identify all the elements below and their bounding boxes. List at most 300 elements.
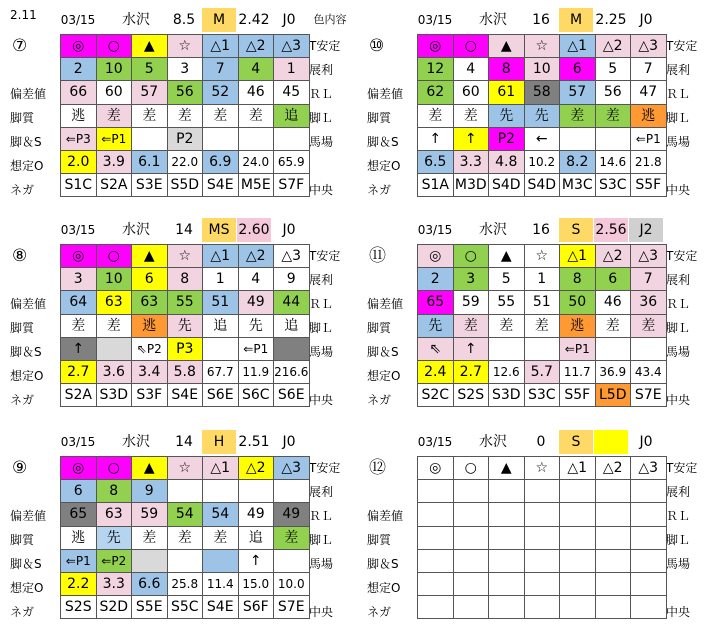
grid-cell: 差 bbox=[524, 314, 560, 337]
grid-cell: ◎ bbox=[61, 245, 97, 268]
grid-cell: 51 bbox=[524, 291, 560, 314]
grid-cell: 60 bbox=[453, 81, 489, 104]
row-label-left: 脚質 bbox=[10, 321, 35, 335]
grid-cell: 49 bbox=[274, 503, 310, 526]
grid-cell: ☆ bbox=[167, 35, 203, 58]
grid-cell: 49 bbox=[238, 503, 274, 526]
grid-cell bbox=[274, 549, 310, 572]
grid-cell bbox=[453, 526, 489, 549]
row-label-right: 中央 bbox=[309, 393, 334, 407]
race-number: ⑨ bbox=[12, 458, 28, 478]
horse-grid bbox=[417, 34, 667, 197]
row-label-left: 脚質 bbox=[367, 111, 392, 125]
grid-cell: ◎ bbox=[61, 35, 97, 58]
race-panel-5 bbox=[10, 430, 350, 636]
grid-cell: 差 bbox=[96, 104, 132, 127]
row-label-right: 馬場 bbox=[309, 557, 334, 571]
grid-cell: S2D bbox=[96, 596, 132, 619]
grid-cell: 8 bbox=[96, 480, 132, 503]
grid-row bbox=[418, 174, 667, 197]
grid-cell: 66 bbox=[61, 81, 97, 104]
grid-cell: S6E bbox=[203, 384, 239, 407]
grid-cell: 4 bbox=[238, 58, 274, 81]
grid-row bbox=[418, 457, 667, 480]
grid-cell: 11.4 bbox=[203, 572, 239, 595]
grid-cell: 差 bbox=[560, 104, 596, 127]
grid-cell: △1 bbox=[560, 35, 596, 58]
race-ratio: 2.60 bbox=[237, 218, 271, 242]
row-label-right: T安定 bbox=[666, 249, 698, 263]
grid-row bbox=[61, 174, 310, 197]
race-class: J2 bbox=[629, 218, 663, 242]
grid-cell: 差 bbox=[595, 314, 631, 337]
grid-cell: 51 bbox=[203, 291, 239, 314]
grid-cell: 59 bbox=[132, 503, 168, 526]
grid-cell: 54 bbox=[167, 503, 203, 526]
race-venue: 水沢 bbox=[122, 434, 150, 450]
grid-cell: ◎ bbox=[418, 35, 454, 58]
race-panel-6 bbox=[367, 430, 707, 636]
grid-cell bbox=[489, 503, 525, 526]
grid-row bbox=[61, 572, 310, 595]
grid-cell: M5E bbox=[238, 174, 274, 197]
race-venue: 水沢 bbox=[122, 222, 150, 238]
grid-cell: 4 bbox=[453, 58, 489, 81]
grid-row bbox=[61, 549, 310, 572]
grid-cell: 21.8 bbox=[631, 150, 667, 173]
grid-cell: S4E bbox=[203, 174, 239, 197]
grid-cell: △2 bbox=[595, 457, 631, 480]
grid-cell: ↑ bbox=[238, 549, 274, 572]
row-label-right: 馬場 bbox=[666, 135, 691, 149]
grid-cell: 57 bbox=[132, 81, 168, 104]
grid-cell: 10 bbox=[524, 58, 560, 81]
grid-cell: 46 bbox=[238, 81, 274, 104]
grid-row bbox=[61, 150, 310, 173]
grid-cell: S5D bbox=[167, 174, 203, 197]
grid-cell: ⇐P1 bbox=[61, 549, 97, 572]
grid-cell: 2.0 bbox=[61, 150, 97, 173]
grid-cell bbox=[631, 572, 667, 595]
row-label-left: 脚＆S bbox=[10, 557, 42, 571]
grid-cell: ⇐P1 bbox=[631, 127, 667, 150]
grid-cell: 差 bbox=[418, 104, 454, 127]
race-ratio: 2.42 bbox=[237, 8, 271, 32]
grid-cell: S2A bbox=[96, 174, 132, 197]
grid-cell: △1 bbox=[203, 245, 239, 268]
grid-cell: ○ bbox=[96, 457, 132, 480]
grid-cell: 54 bbox=[203, 503, 239, 526]
horse-grid bbox=[60, 456, 310, 619]
grid-cell: ☆ bbox=[524, 35, 560, 58]
grid-cell bbox=[203, 549, 239, 572]
grid-cell: 7 bbox=[203, 58, 239, 81]
row-label-left: ネガ bbox=[367, 393, 392, 407]
grid-cell: 47 bbox=[631, 81, 667, 104]
row-label-left: 偏差値 bbox=[10, 87, 47, 101]
race-class: J0 bbox=[272, 430, 306, 454]
race-header bbox=[367, 430, 707, 454]
race-value: 0 bbox=[536, 434, 546, 450]
grid-row bbox=[418, 572, 667, 595]
race-number: ⑧ bbox=[12, 246, 28, 266]
grid-row bbox=[61, 245, 310, 268]
grid-row bbox=[418, 291, 667, 314]
grid-cell: 6.1 bbox=[132, 150, 168, 173]
race-panel-1 bbox=[10, 8, 350, 214]
grid-row bbox=[418, 337, 667, 360]
grid-cell: 45 bbox=[274, 81, 310, 104]
grid-row bbox=[61, 58, 310, 81]
row-label-right: 中央 bbox=[666, 183, 691, 197]
grid-cell bbox=[489, 549, 525, 572]
grid-cell: 63 bbox=[132, 291, 168, 314]
grid-cell: 差 bbox=[96, 314, 132, 337]
grid-cell bbox=[595, 572, 631, 595]
grid-cell: 3 bbox=[61, 268, 97, 291]
grid-cell bbox=[489, 480, 525, 503]
grid-cell bbox=[489, 337, 525, 360]
grid-cell: △1 bbox=[560, 457, 596, 480]
color-content-label: 色内容 bbox=[313, 13, 347, 26]
grid-cell: 差 bbox=[61, 314, 97, 337]
row-label-right: T安定 bbox=[666, 461, 698, 475]
grid-cell: M3D bbox=[453, 174, 489, 197]
grid-row bbox=[61, 127, 310, 150]
grid-cell: 25.8 bbox=[167, 572, 203, 595]
grid-cell bbox=[560, 503, 596, 526]
grid-cell: 2 bbox=[61, 58, 97, 81]
race-header bbox=[10, 8, 350, 32]
row-label-right: 脚Ｌ bbox=[309, 533, 334, 547]
date-label: 2.11 bbox=[10, 8, 37, 22]
row-label-right: 展利 bbox=[309, 273, 334, 287]
grid-cell bbox=[453, 549, 489, 572]
row-label-left: 想定O bbox=[10, 159, 44, 173]
grid-cell: 差 bbox=[132, 104, 168, 127]
row-label-left: 想定O bbox=[367, 581, 401, 595]
race-venue: 水沢 bbox=[479, 222, 507, 238]
race-panel-4 bbox=[367, 218, 707, 424]
row-label-left: 偏差値 bbox=[367, 509, 404, 523]
grid-row bbox=[61, 480, 310, 503]
row-label-left: 偏差値 bbox=[367, 297, 404, 311]
grid-cell: ↑ bbox=[453, 337, 489, 360]
race-value: 14 bbox=[175, 434, 193, 450]
grid-cell: ⇖ bbox=[418, 337, 454, 360]
grid-cell: S7E bbox=[631, 384, 667, 407]
row-label-left: 脚質 bbox=[367, 533, 392, 547]
row-label-right: 脚Ｌ bbox=[666, 533, 691, 547]
grid-cell: ▲ bbox=[132, 245, 168, 268]
row-label-left: 脚＆S bbox=[10, 345, 42, 359]
grid-cell: 11.9 bbox=[238, 360, 274, 383]
row-label-right: 中央 bbox=[666, 393, 691, 407]
grid-cell: 3.4 bbox=[132, 360, 168, 383]
grid-cell: 8 bbox=[560, 268, 596, 291]
grid-cell: 9 bbox=[274, 268, 310, 291]
grid-cell bbox=[418, 596, 454, 619]
grid-cell bbox=[453, 503, 489, 526]
grid-row bbox=[418, 104, 667, 127]
grid-row bbox=[61, 503, 310, 526]
race-header bbox=[367, 218, 707, 242]
grid-cell: 2.4 bbox=[418, 360, 454, 383]
grid-cell: 3.3 bbox=[453, 150, 489, 173]
row-label-right: 展利 bbox=[666, 485, 691, 499]
grid-cell: S4D bbox=[489, 174, 525, 197]
grid-cell: 3.9 bbox=[96, 150, 132, 173]
row-label-right: 展利 bbox=[666, 273, 691, 287]
grid-row bbox=[418, 35, 667, 58]
grid-cell bbox=[595, 127, 631, 150]
grid-cell: 36.9 bbox=[595, 360, 631, 383]
grid-cell: ↑ bbox=[453, 127, 489, 150]
race-date: 03/15 bbox=[417, 435, 453, 449]
row-label-right: 馬場 bbox=[309, 135, 334, 149]
grid-cell: 追 bbox=[203, 314, 239, 337]
row-label-right: 馬場 bbox=[666, 345, 691, 359]
grid-cell: 逃 bbox=[61, 104, 97, 127]
grid-cell: 9 bbox=[132, 480, 168, 503]
grid-cell: 10.2 bbox=[524, 150, 560, 173]
grid-cell bbox=[595, 596, 631, 619]
grid-cell bbox=[631, 596, 667, 619]
grid-cell: 58 bbox=[524, 81, 560, 104]
row-label-right: ＲＬ bbox=[309, 297, 334, 311]
grid-cell: 7 bbox=[631, 58, 667, 81]
grid-cell: ◎ bbox=[418, 245, 454, 268]
grid-cell bbox=[595, 549, 631, 572]
grid-cell: 5 bbox=[489, 268, 525, 291]
race-grade: MS bbox=[202, 218, 236, 242]
grid-cell: ☆ bbox=[167, 245, 203, 268]
grid-cell: S4E bbox=[203, 596, 239, 619]
grid-cell: 差 bbox=[132, 526, 168, 549]
grid-cell bbox=[203, 127, 239, 150]
grid-cell: 65 bbox=[418, 291, 454, 314]
grid-row bbox=[61, 104, 310, 127]
grid-cell: ◎ bbox=[418, 457, 454, 480]
grid-cell: 先 bbox=[524, 104, 560, 127]
race-class: J0 bbox=[272, 8, 306, 32]
grid-cell: S4D bbox=[524, 174, 560, 197]
grid-cell: 1 bbox=[524, 268, 560, 291]
grid-cell: 59 bbox=[453, 291, 489, 314]
race-number: ⑫ bbox=[369, 458, 386, 478]
grid-cell: 49 bbox=[238, 291, 274, 314]
grid-cell: ○ bbox=[96, 245, 132, 268]
grid-row bbox=[61, 596, 310, 619]
grid-cell: 6.5 bbox=[418, 150, 454, 173]
grid-cell: 差 bbox=[453, 104, 489, 127]
row-label-left: 脚＆S bbox=[10, 135, 42, 149]
grid-cell: 12 bbox=[418, 58, 454, 81]
grid-cell: 14.6 bbox=[595, 150, 631, 173]
race-venue: 水沢 bbox=[479, 434, 507, 450]
row-label-right: ＲＬ bbox=[309, 509, 334, 523]
grid-row bbox=[418, 81, 667, 104]
row-label-right: 中央 bbox=[309, 605, 334, 619]
race-date: 03/15 bbox=[60, 435, 96, 449]
grid-cell bbox=[418, 480, 454, 503]
grid-cell: ⇐P3 bbox=[61, 127, 97, 150]
row-label-right: ＲＬ bbox=[309, 87, 334, 101]
grid-cell: S2S bbox=[61, 596, 97, 619]
grid-cell: 差 bbox=[453, 314, 489, 337]
grid-cell: 55 bbox=[167, 291, 203, 314]
grid-cell bbox=[489, 596, 525, 619]
grid-cell bbox=[274, 337, 310, 360]
grid-cell: S4E bbox=[167, 384, 203, 407]
row-label-left: 脚＆S bbox=[367, 135, 399, 149]
grid-cell: 逃 bbox=[61, 526, 97, 549]
grid-cell: 67.7 bbox=[203, 360, 239, 383]
grid-cell bbox=[167, 549, 203, 572]
grid-cell: ⇐P1 bbox=[560, 337, 596, 360]
grid-cell: 6 bbox=[61, 480, 97, 503]
grid-cell: 15.0 bbox=[238, 572, 274, 595]
grid-cell: 60 bbox=[96, 81, 132, 104]
grid-cell: 56 bbox=[595, 81, 631, 104]
horse-grid bbox=[417, 456, 667, 619]
grid-cell: P3 bbox=[167, 337, 203, 360]
grid-cell: 2 bbox=[418, 268, 454, 291]
grid-row bbox=[418, 503, 667, 526]
race-grade: S bbox=[559, 430, 593, 454]
grid-cell bbox=[167, 480, 203, 503]
row-label-right: 展利 bbox=[309, 63, 334, 77]
grid-cell: S1A bbox=[418, 174, 454, 197]
race-header bbox=[10, 218, 350, 242]
row-label-left: 想定O bbox=[367, 159, 401, 173]
grid-cell: 3 bbox=[167, 58, 203, 81]
grid-cell bbox=[595, 503, 631, 526]
row-label-left: ネガ bbox=[10, 605, 35, 619]
row-label-left: 想定O bbox=[10, 369, 44, 383]
grid-cell: L5D bbox=[595, 384, 631, 407]
grid-cell bbox=[489, 526, 525, 549]
race-grade: M bbox=[202, 8, 236, 32]
grid-cell: S5C bbox=[167, 596, 203, 619]
grid-cell: 2.7 bbox=[453, 360, 489, 383]
grid-row bbox=[61, 337, 310, 360]
row-label-right: 展利 bbox=[666, 63, 691, 77]
row-label-left: 偏差値 bbox=[367, 87, 404, 101]
grid-cell: 先 bbox=[238, 314, 274, 337]
grid-cell: △2 bbox=[595, 35, 631, 58]
grid-row bbox=[418, 360, 667, 383]
grid-cell: 61 bbox=[489, 81, 525, 104]
race-header bbox=[367, 8, 707, 32]
row-label-right: T安定 bbox=[309, 461, 341, 475]
grid-cell bbox=[418, 572, 454, 595]
grid-cell: 6 bbox=[560, 58, 596, 81]
grid-cell bbox=[595, 526, 631, 549]
grid-cell bbox=[524, 572, 560, 595]
grid-cell bbox=[418, 526, 454, 549]
grid-cell bbox=[418, 549, 454, 572]
grid-cell bbox=[595, 337, 631, 360]
grid-row bbox=[418, 58, 667, 81]
race-grade: H bbox=[202, 430, 236, 454]
grid-row bbox=[61, 268, 310, 291]
grid-cell: S7F bbox=[274, 174, 310, 197]
grid-cell: 52 bbox=[203, 81, 239, 104]
grid-row bbox=[61, 291, 310, 314]
grid-cell: △3 bbox=[631, 457, 667, 480]
grid-cell: △3 bbox=[274, 35, 310, 58]
grid-cell bbox=[595, 480, 631, 503]
race-panel-3 bbox=[10, 218, 350, 424]
grid-row bbox=[61, 314, 310, 337]
grid-row bbox=[418, 596, 667, 619]
grid-cell: △3 bbox=[631, 35, 667, 58]
row-label-right: 中央 bbox=[309, 183, 334, 197]
grid-cell: S5E bbox=[132, 596, 168, 619]
grid-cell: △2 bbox=[238, 35, 274, 58]
race-number: ⑪ bbox=[369, 246, 386, 266]
grid-cell: P2 bbox=[489, 127, 525, 150]
grid-cell: ○ bbox=[453, 457, 489, 480]
row-label-right: ＲＬ bbox=[666, 509, 691, 523]
grid-cell: 逃 bbox=[132, 314, 168, 337]
grid-cell: 56 bbox=[167, 81, 203, 104]
row-label-right: T安定 bbox=[309, 39, 341, 53]
row-label-left: ネガ bbox=[10, 183, 35, 197]
horse-grid bbox=[60, 34, 310, 197]
grid-cell: S5F bbox=[631, 174, 667, 197]
grid-cell bbox=[524, 503, 560, 526]
grid-cell: S3D bbox=[489, 384, 525, 407]
grid-cell: S6C bbox=[238, 384, 274, 407]
grid-cell bbox=[560, 572, 596, 595]
grid-cell bbox=[524, 526, 560, 549]
race-date: 03/15 bbox=[60, 223, 96, 237]
row-label-right: T安定 bbox=[309, 249, 341, 263]
grid-cell bbox=[631, 480, 667, 503]
grid-cell: S6F bbox=[238, 596, 274, 619]
grid-cell: ▲ bbox=[489, 245, 525, 268]
grid-cell: 22.0 bbox=[167, 150, 203, 173]
grid-cell: 11.7 bbox=[560, 360, 596, 383]
row-label-left: 脚質 bbox=[10, 533, 35, 547]
grid-cell: 6 bbox=[595, 268, 631, 291]
row-label-left: ネガ bbox=[367, 183, 392, 197]
grid-cell bbox=[631, 503, 667, 526]
grid-row bbox=[61, 526, 310, 549]
grid-cell: 10.0 bbox=[274, 572, 310, 595]
row-label-right: 脚Ｌ bbox=[666, 111, 691, 125]
row-label-left: 脚＆S bbox=[367, 345, 399, 359]
grid-cell: 3.3 bbox=[96, 572, 132, 595]
grid-cell: 63 bbox=[96, 503, 132, 526]
row-label-right: ＲＬ bbox=[666, 87, 691, 101]
grid-cell: 8.2 bbox=[560, 150, 596, 173]
grid-cell: 6.6 bbox=[132, 572, 168, 595]
race-ratio bbox=[594, 430, 628, 454]
grid-cell bbox=[560, 526, 596, 549]
grid-row bbox=[61, 81, 310, 104]
row-label-left: 想定O bbox=[367, 369, 401, 383]
grid-cell: S3C bbox=[524, 384, 560, 407]
race-panel-2 bbox=[367, 8, 707, 214]
grid-cell: 50 bbox=[560, 291, 596, 314]
race-value: 16 bbox=[532, 12, 550, 28]
grid-cell: S3C bbox=[595, 174, 631, 197]
grid-cell: P2 bbox=[167, 127, 203, 150]
row-label-left: 偏差値 bbox=[10, 509, 47, 523]
